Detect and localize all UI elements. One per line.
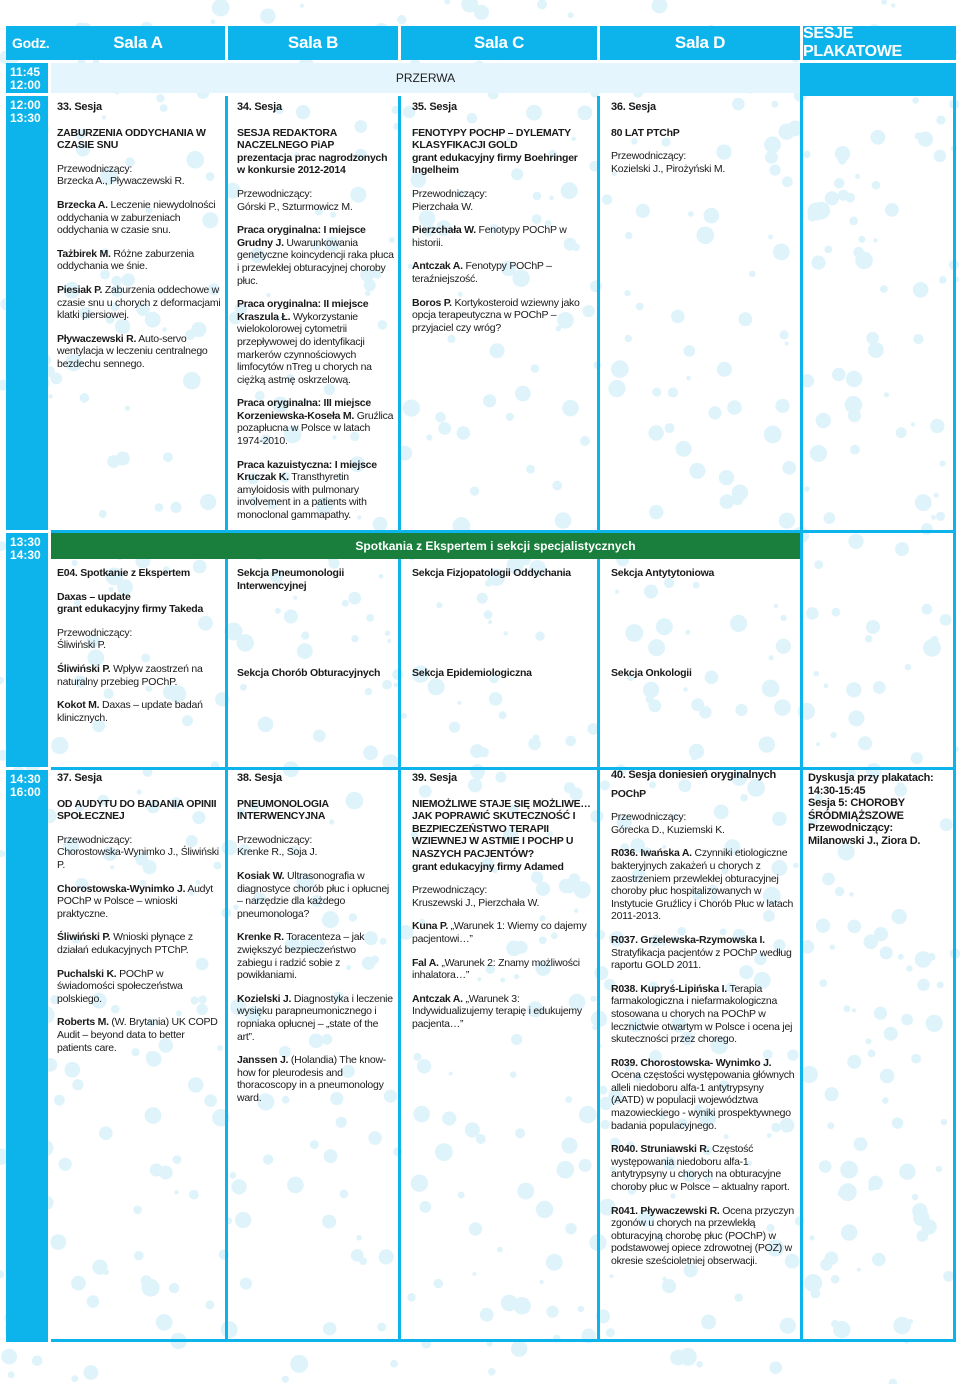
session-title: POChP — [611, 787, 646, 800]
time-slot-1 — [6, 63, 48, 93]
column-separator — [225, 96, 228, 1342]
chair-label: Przewodniczący: — [808, 822, 893, 835]
header-sala-a-label: Sala A — [113, 33, 163, 52]
chairs: Brzecka A., Pływaczewski R. — [57, 175, 185, 188]
talk — [237, 224, 395, 287]
background-dot — [0, 1270, 4, 1278]
talk-text: Audyt POChP w Polsce – wnioski praktyczne. — [57, 882, 213, 920]
section-label: Sekcja Antytytoniowa — [611, 567, 715, 579]
background-dot — [679, 1348, 697, 1366]
background-dot — [891, 3, 895, 7]
chair-label: Przewodniczący: — [611, 811, 687, 824]
talk — [611, 983, 797, 1046]
time-slot-2 — [6, 96, 48, 530]
award-label: Praca kazuistyczna: I miejsce — [237, 458, 377, 471]
session-number: 37. Sesja — [57, 772, 102, 784]
right-border — [953, 63, 956, 1342]
header-sala-a — [51, 26, 225, 60]
expert-meeting-e04 — [57, 567, 221, 735]
award-label: Praca oryginalna: II miejsce — [237, 298, 369, 311]
talk — [412, 297, 594, 335]
talk — [57, 699, 221, 724]
talk-author: Janssen J. — [237, 1054, 289, 1067]
session-number: 36. Sesja — [611, 101, 656, 113]
chairs: Górski P., Szturmowicz M. — [237, 200, 353, 213]
talk-text: Gruźlica pozapłucna w Polsce w latach 1974-2010. — [237, 409, 394, 448]
talk — [237, 931, 393, 981]
chair-label: Przewodniczący: — [412, 187, 488, 200]
talk — [57, 663, 221, 688]
session-title: PNEUMONOLOGIA INTERWENCYJNA — [237, 797, 329, 823]
session-title: 80 LAT PTChP — [611, 126, 680, 139]
chairs: Kruszewski J., Pierzchała W. — [412, 896, 540, 909]
header-sesje-plakatowe — [803, 26, 956, 60]
przerwa-band — [51, 63, 800, 93]
background-dot — [652, 0, 668, 14]
section-epidemiologiczna — [412, 667, 594, 680]
talk — [237, 870, 393, 920]
section-pneumonologii — [237, 567, 387, 592]
talk-text: Wykorzystanie wielokolorowej cytometrii przepływowej do identyfikacji markerów czynnościowych limfocytów nTreg u chorych na ciężką astmę oskrzelową. — [237, 310, 372, 386]
talk-author: Tażbirek M. — [57, 247, 111, 260]
talk-author: Kuna P. — [412, 920, 448, 933]
schedule-grid — [6, 26, 956, 1342]
spotkania-label: Spotkania z Ekspertem i sekcji specjalistycznych — [355, 539, 636, 553]
talk-author: Pływaczewski R. — [57, 332, 137, 345]
time-slot-3-label: 13:30 14:30 — [10, 535, 41, 562]
background-dot — [1, 1349, 17, 1365]
background-dot — [0, 850, 5, 857]
talk-author: Korzeniewska-Koseła M. — [237, 409, 355, 422]
background-dot — [488, 1368, 496, 1376]
background-dot — [32, 1355, 43, 1366]
session-title: OD AUDYTU DO BADANIA OPINII SPOŁECZNEJ — [57, 797, 217, 823]
session-34 — [237, 101, 395, 533]
chair-label: Przewodniczący: — [611, 150, 687, 163]
session-title: E04. Spotkanie z Ekspertem — [57, 567, 190, 579]
background-dot — [769, 1361, 782, 1374]
background-dot — [696, 1361, 703, 1368]
session-number: 40. Sesja doniesień oryginalnych — [611, 769, 777, 781]
header-sala-b-label: Sala B — [287, 33, 339, 52]
talk — [611, 934, 797, 972]
talk — [57, 1016, 221, 1054]
talk — [57, 284, 221, 322]
time-slot-2-label: 12:00 13:30 — [10, 98, 41, 125]
background-dot — [568, 12, 574, 18]
talk — [237, 397, 395, 447]
background-dot — [212, 0, 230, 16]
poster-session-5 — [808, 772, 950, 848]
session-sponsor: grant edukacyjny firmy Takeda — [57, 603, 204, 616]
talk-author: Kruczak K. — [237, 471, 289, 484]
talk — [412, 993, 594, 1031]
talk-text: POChP w świadomości społeczeństwa polskiego. — [57, 967, 183, 1005]
time-slot-1-label: 11:45 12:00 — [10, 65, 41, 92]
talk — [237, 298, 395, 386]
talk-author: Kozielski J. — [237, 992, 292, 1005]
poster-discussion-label: Dyskusja przy plakatach: — [808, 772, 934, 784]
header-godz — [6, 26, 54, 60]
talk-author: Krenke R. — [237, 931, 284, 944]
talk — [611, 1143, 797, 1193]
talk — [237, 459, 395, 522]
session-number: 39. Sesja — [412, 772, 457, 784]
talk-text: Toracenteza – jak zwiększyć bezpieczeństwo zabiegu i radzić sobie z powikłaniami. — [237, 931, 365, 982]
session-33 — [57, 101, 221, 382]
chairs: Krenke R., Soja J. — [237, 846, 318, 859]
session-37 — [57, 772, 221, 1065]
poster-session-title: Sesja 5: CHOROBY ŚRÓDMIĄŻSZOWE — [808, 797, 905, 822]
talk-text: Daxas – update badań klinicznych. — [57, 699, 203, 724]
talk — [57, 199, 221, 237]
talk — [611, 1205, 797, 1268]
chair-label: Przewodniczący: — [57, 833, 133, 846]
session-number: 34. Sesja — [237, 101, 282, 113]
talk-author: Fal A. — [412, 956, 439, 969]
background-dot — [300, 4, 304, 8]
talk-author: R038. Kupryś-Lipińska I. — [611, 982, 727, 995]
talk-text: Transthyretin amyloidosis with pulmonary involvement in a patients with monoclonal gammapathy. — [237, 471, 367, 522]
session-title: FENOTYPY POCHP – DYLEMATY KLASYFIKACJI GOLD — [412, 126, 571, 152]
talk-text: Zaburzenia oddechowe w czasie snu u chorych z deformacjami klatki piersiowej. — [57, 283, 221, 322]
talk-author: R037. Grzelewska-Rzymowska I. — [611, 933, 765, 946]
talk-author: R039. Chorostowska- Wynimko J. — [611, 1056, 772, 1069]
header-sesje-label: SESJE PLAKATOWE — [803, 25, 902, 60]
talk-author: Brzecka A. — [57, 198, 108, 211]
session-36 — [611, 101, 796, 186]
talk-text: Wpływ zaostrzeń na naturalny przebieg POChP. — [57, 662, 203, 688]
column-separator — [800, 96, 803, 1342]
talk-text: Leczenie niewydolności oddychania w zaburzeniach oddychania w czasie snu. — [57, 198, 216, 237]
background-dot — [397, 15, 406, 24]
talk-author: Antczak A. — [412, 992, 463, 1005]
chair-label: Przewodniczący: — [237, 187, 313, 200]
time-slot-4-label: 14:30 16:00 — [10, 772, 41, 799]
talk-text: Wnioski płynące z działań edukacyjnych PTChP. — [57, 931, 193, 956]
background-dot — [889, 1379, 898, 1384]
section-chorob-obturacyjnych — [237, 667, 387, 680]
session-title: SESJA REDAKTORA NACZELNEGO PiAP — [237, 126, 337, 152]
background-dot — [511, 1341, 527, 1357]
talk-author: R036. Iwańska A. — [611, 847, 692, 860]
background-dot — [474, 5, 489, 20]
talk — [57, 883, 221, 921]
background-dot — [8, 1371, 15, 1378]
talk-text: (W. Brytania) UK COPD Audit – beyond data to better patients care. — [57, 1016, 218, 1054]
section-onkologii — [611, 667, 796, 680]
talk-text: Ocena częstości występowania głównych alleli niedoboru alfa-1 antytrypsyny (AATD) w populacji województwa mazowieckiego - wyniki prospektywnego badania populacyjnego. — [611, 1069, 795, 1132]
talk — [611, 1057, 797, 1133]
header-sala-d — [600, 26, 800, 60]
background-dot — [211, 19, 216, 24]
session-38 — [237, 772, 393, 1115]
talk-text: Terapia farmakologiczna i niefarmakologiczna stosowana u chorych na POChP w lecznictwie otwartym w Polsce i ocena jej skuteczności przez chorego. — [611, 982, 793, 1046]
talk-text: Diagnostyka i leczenie wysięku parapneumonicznego i ropniaka opłucnej – „state of the art”. — [237, 992, 393, 1043]
talk-text: (Holandia) The know-how for pleurodesis and thoracoscopy in a pneumonology ward. — [237, 1054, 387, 1104]
session-title: NIEMOŻLIWE STAJE SIĘ MOŻLIWE… JAK POPRAWIĆ SKUTECZNOŚĆ I BEZPIECZEŃSTWO TERAPII WZIEWNEJ W ASTMIE I POCHP U NASZYCH PACJENTÓW? — [412, 797, 591, 860]
session-35 — [412, 101, 594, 345]
header-sala-d-label: Sala D — [674, 33, 726, 52]
session-title: ZABURZENIA ODDYCHANIA W CZASIE SNU — [57, 126, 206, 152]
talk-author: Antczak A. — [412, 260, 463, 273]
time-slot-3 — [6, 533, 48, 767]
talk-text: Fenotypy POChP w historii. — [412, 224, 567, 249]
talk — [237, 1054, 393, 1104]
przerwa-label: PRZERWA — [395, 71, 456, 85]
talk-text: Stratyfikacja pacjentów z POChP według raportu GOLD 2011. — [611, 946, 792, 972]
section-label: Sekcja Chorób Obturacyjnych — [237, 667, 381, 679]
chairs: Górecka D., Kuziemski K. — [611, 823, 725, 836]
talk — [57, 248, 221, 273]
background-dot — [444, 0, 450, 4]
award-label: Praca oryginalna: I miejsce — [237, 224, 366, 237]
chairs: Śliwiński P. — [57, 639, 106, 652]
talk — [237, 993, 393, 1043]
background-dot — [282, 1376, 289, 1383]
talk-text: Różne zaburzenia oddychania we śnie. — [57, 247, 194, 273]
talk-text: Uwarunkowania genetyczne koincydencji raka płuca i przewlekłej obturacyjnej choroby płuc. — [237, 236, 394, 287]
bottom-border — [51, 1339, 956, 1342]
talk-author: Kraszula Ł. — [237, 310, 291, 323]
session-39 — [412, 772, 594, 1042]
chair-label: Przewodniczący: — [57, 162, 133, 175]
talk-text: Fenotypy POChP – teraźniejszość. — [412, 260, 552, 285]
talk-author: Roberts M. — [57, 1016, 109, 1029]
header-sala-c-label: Sala C — [473, 33, 525, 52]
talk-author: Śliwiński P. — [57, 662, 111, 675]
talk-author: Grudny J. — [237, 236, 284, 249]
background-dot — [71, 1375, 78, 1382]
column-separator — [597, 96, 600, 1342]
award-label: Praca oryginalna: III miejsce — [237, 397, 371, 410]
talk-author: Śliwiński P. — [57, 931, 111, 944]
talk — [611, 847, 797, 923]
section-fizjopatologii — [412, 567, 594, 580]
talk-text: Częstość występowania niedoboru alfa-1 antytrypsyny u chorych na obturacyjne choroby płuc w Polsce – aktualny raport. — [611, 1143, 790, 1194]
chair-label: Przewodniczący: — [57, 626, 133, 639]
talk — [412, 260, 594, 285]
talk-author: R040. Struniawski R. — [611, 1143, 710, 1156]
column-separator — [398, 96, 401, 1342]
time-slot-4 — [6, 770, 48, 1342]
session-number: 33. Sesja — [57, 101, 102, 113]
talk-text: Ocena przyczyn zgonów u chorych na przewlekłą obturacyjną chorobę płuc (POChP) w podstawowej opiece zdrowotnej (POZ) w okresie sześcioletniej obserwacji. — [611, 1204, 795, 1267]
talk-text: „Warunek 3: Indywidualizujemy terapię i edukujemy pacjenta…” — [412, 992, 582, 1030]
background-dot — [0, 677, 4, 684]
header-sala-b — [228, 26, 398, 60]
talk-text: Czynniki etiologiczne bakteryjnych zakażeń u chorych z zaostrzeniem przewlekłej obturacyjnej choroby płuc hospitalizowanych w Instytucie Gruźlicy i Chorób Płuc w latach 2011-2013. — [611, 847, 794, 923]
background-dot — [881, 0, 887, 5]
talk — [412, 957, 594, 982]
background-dot — [537, 0, 547, 10]
talk-author: Pierzchała W. — [412, 224, 476, 237]
talk-text: Ultrasonografia w diagnostyce chorób płuc i opłucnej – narzędzie dla każdego pneumonologa? — [237, 869, 390, 920]
section-label: Sekcja Fizjopatologii Oddychania — [412, 567, 571, 579]
session-subtitle: prezentacja prac nagrodzonych w konkursie 2012-2014 — [237, 151, 388, 177]
row-separator — [51, 767, 956, 770]
talk — [57, 333, 221, 371]
chairs: Chorostowska-Wynimko J., Śliwiński P. — [57, 846, 219, 871]
talk — [57, 968, 221, 1006]
talk-author: Chorostowska-Wynimko J. — [57, 882, 186, 895]
section-antytytoniowa — [611, 567, 796, 580]
session-subtitle: grant edukacyjny firmy Boehringer Ingelheim — [412, 151, 578, 177]
talk-author: Puchalski K. — [57, 967, 117, 980]
session-number: 35. Sesja — [412, 101, 457, 113]
talk-author: Kokot M. — [57, 699, 100, 712]
chairs: Milanowski J., Ziora D. — [808, 834, 921, 847]
background-dot — [390, 1360, 398, 1368]
talk-text: Auto-servo wentylacja w leczeniu centralnego bezdechu sennego. — [57, 332, 208, 370]
chairs: Pierzchała W. — [412, 200, 473, 213]
session-sponsor: grant edukacyjny firmy Adamed — [412, 860, 564, 873]
header-godz-label: Godz. — [12, 35, 50, 51]
session-number: 38. Sesja — [237, 772, 282, 784]
header-sala-c — [401, 26, 597, 60]
chair-label: Przewodniczący: — [412, 884, 488, 897]
section-label: Sekcja Onkologii — [611, 667, 692, 679]
talk — [412, 920, 594, 945]
talk-author: Piesiak P. — [57, 283, 103, 296]
background-dot — [260, 8, 275, 23]
section-label: Sekcja Pneumonologii Interwencyjnej — [237, 567, 345, 592]
talk-author: Kosiak W. — [237, 869, 285, 882]
background-dot — [290, 1355, 308, 1373]
poster-time: 14:30-15:45 — [808, 784, 866, 797]
talk — [412, 224, 594, 249]
przerwa-right-block — [800, 63, 956, 96]
chair-label: Przewodniczący: — [237, 833, 313, 846]
talk-text: Kortykosteroid wziewny jako opcja terapeutyczna w POChP – przyjaciel czy wróg? — [412, 296, 580, 334]
section-label: Sekcja Epidemiologiczna — [412, 667, 532, 679]
background-dot — [84, 1365, 99, 1380]
talk — [57, 931, 221, 956]
talk-author: Boros P. — [412, 296, 452, 309]
talk-author: R041. Pływaczewski R. — [611, 1204, 720, 1217]
session-subtitle: Daxas – update — [57, 590, 131, 603]
chairs: Kozielski J., Pirożyński M. — [611, 162, 726, 175]
spotkania-band — [51, 533, 800, 559]
talk-text: „Warunek 2: Znamy możliwości inhalatora…” — [412, 956, 580, 982]
session-40 — [611, 769, 797, 1279]
talk-text: „Warunek 1: Wiemy co dajemy pacjentowi…” — [412, 920, 587, 945]
